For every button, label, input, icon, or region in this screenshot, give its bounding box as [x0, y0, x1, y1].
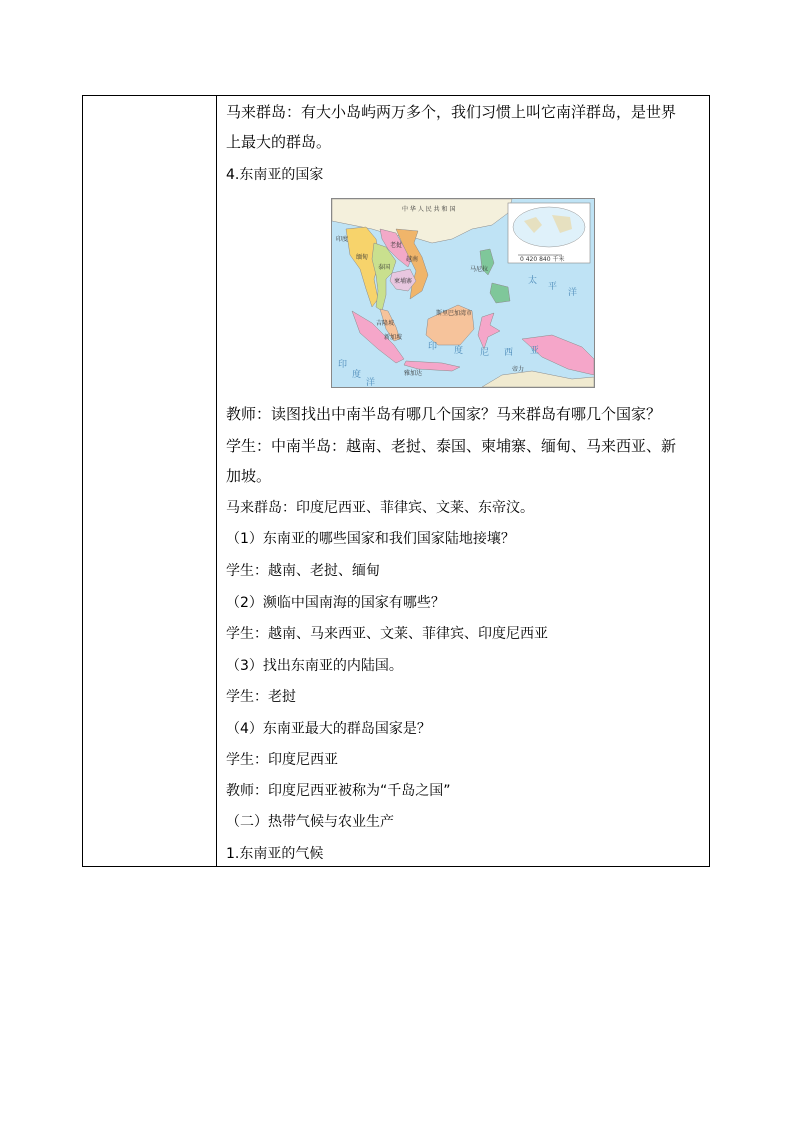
student-answer-1-line2: 加坡。: [226, 467, 272, 485]
map-label-manila: 马尼拉: [470, 266, 489, 273]
map-label-singapore: 新加坡: [384, 334, 403, 341]
question-4: （4）东南亚最大的群岛国家是？: [226, 721, 431, 737]
malay-countries: 马来群岛：印度尼西亚、菲律宾、文莱、东帝汶。: [226, 500, 534, 516]
question-3: （3）找出东南亚的内陆国。: [226, 658, 403, 674]
map-label-china: 中 华 人 民 共 和 国: [402, 206, 456, 213]
map-label-indonesia-4: 西: [504, 348, 514, 358]
map-label-indonesia-3: 尼: [480, 348, 490, 358]
map-label-indian-ocean-1: 印: [338, 360, 348, 370]
left-column-cell: [83, 96, 217, 866]
map-label-ocean-1: 太: [528, 276, 538, 286]
teacher-note: 教师：印度尼西亚被称为“千岛之国”: [226, 783, 451, 799]
map-label-brunei: 斯里巴加湾市: [436, 310, 473, 317]
answer-1: 学生：越南、老挝、缅甸: [226, 563, 380, 579]
map-label-dili: 帝力: [512, 366, 525, 373]
answer-2: 学生：越南、马来西亚、文莱、菲律宾、印度尼西亚: [226, 626, 548, 642]
answer-4: 学生：印度尼西亚: [226, 752, 338, 768]
map-label-laos: 老挝: [390, 242, 403, 249]
map-label-jakarta: 雅加达: [404, 370, 423, 377]
map-label-kl: 吉隆坡: [376, 320, 395, 327]
map-scale-label: 0 420 840 千米: [520, 256, 565, 263]
map-label-indian-ocean-3: 洋: [366, 378, 376, 387]
map-inset-globe: [513, 207, 585, 247]
map-label-indian-ocean-2: 度: [352, 370, 362, 380]
teacher-question-1: 教师：读图找出中南半岛有哪几个国家？马来群岛有哪几个国家？: [226, 405, 662, 423]
map-label-cambodia: 柬埔寨: [394, 278, 413, 285]
map-label-indonesia-5: 亚: [530, 346, 540, 356]
question-1: （1）东南亚的哪些国家和我们国家陆地接壤？: [226, 531, 515, 547]
malay-desc-line1: 马来群岛：有大小岛屿两万多个，我们习惯上叫它南洋群岛，是世界: [226, 103, 677, 121]
map-label-india: 印度: [336, 236, 349, 243]
map-label-ocean-3: 洋: [568, 288, 578, 298]
answer-3: 学生：老挝: [226, 689, 296, 705]
malay-desc-line2: 上最大的群岛。: [226, 133, 332, 151]
question-2: （2）濒临中国南海的国家有哪些？: [226, 595, 445, 611]
student-answer-1-line1: 学生：中南半岛：越南、老挝、泰国、柬埔寨、缅甸、马来西亚、新: [226, 437, 677, 455]
map-label-thailand: 泰国: [378, 264, 391, 271]
content-cell: [217, 96, 709, 866]
section-climate-heading: 1.东南亚的气候: [226, 846, 324, 862]
map-label-myanmar: 缅甸: [356, 254, 369, 261]
map-label-ocean-2: 平: [548, 282, 558, 292]
section-two-heading: （二）热带气候与农业生产: [226, 814, 394, 830]
southeast-asia-map: [331, 198, 595, 388]
map-label-vietnam: 越南: [406, 256, 419, 263]
lesson-table: [82, 95, 710, 867]
map-label-indonesia-1: 印: [428, 342, 438, 352]
section-countries-heading: 4.东南亚的国家: [226, 167, 324, 183]
map-figure: [332, 199, 594, 387]
map-label-indonesia-2: 度: [454, 346, 464, 356]
